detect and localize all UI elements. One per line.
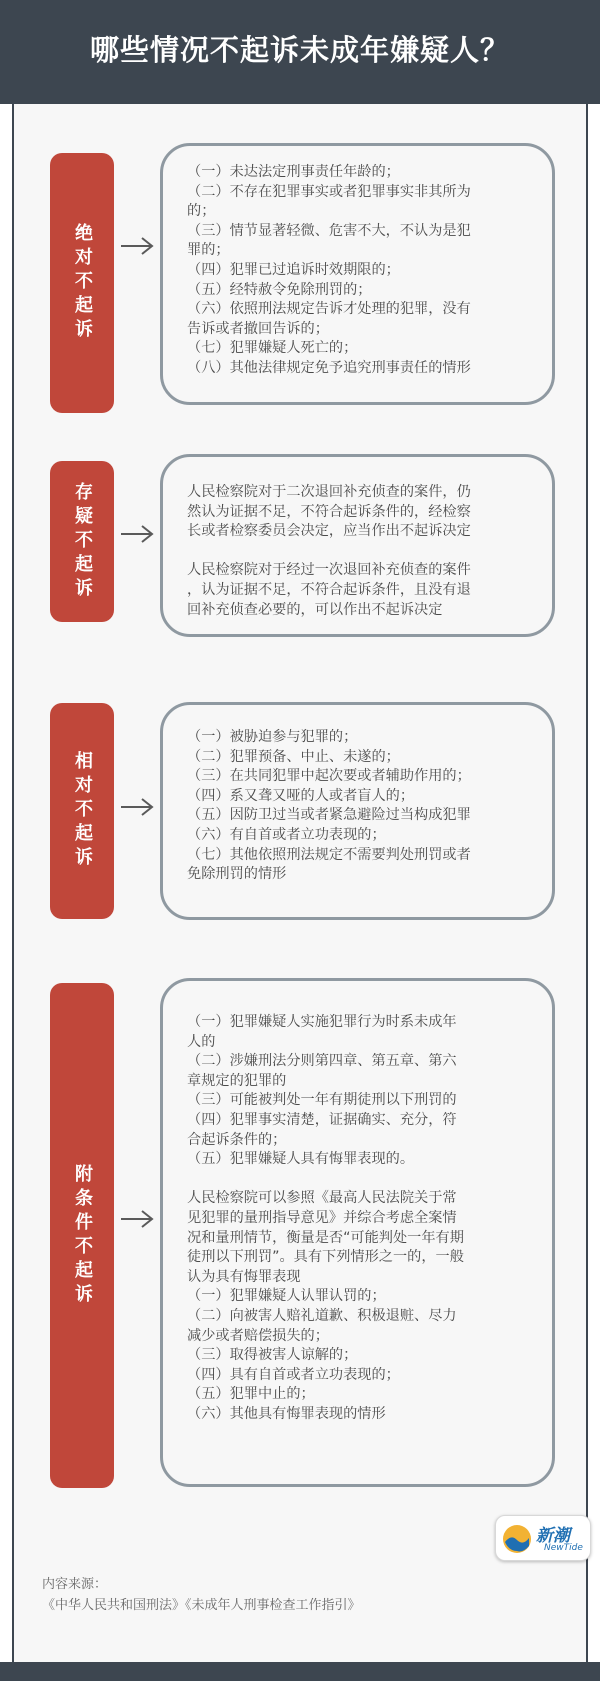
content-line: （五）因防卫过当或者紧急避险过当构成犯罪 (187, 807, 471, 824)
content-line: 然认为证据不足，不符合起诉条件的，经检察 (187, 503, 471, 520)
section-label: 相对不起诉 (72, 751, 93, 871)
content-line: 见犯罪的量刑指导意见》并综合考虑全案情 (187, 1209, 457, 1226)
content-line: 人民检察院可以参照《最高人民法院关于常 (187, 1190, 457, 1207)
content-line: （四）犯罪已过追诉时效期限的； (187, 261, 400, 278)
content-line: （二）涉嫌刑法分则第四章、第五章、第六 (187, 1053, 457, 1070)
label-absolute-non-prosecution (50, 153, 114, 413)
paragraph-gap (187, 1170, 534, 1190)
content-line: 人民检察院对于二次退回补充侦查的案件，仍 (187, 484, 471, 500)
section-label: 附条件不起诉 (72, 1163, 93, 1308)
content-line: 长或者检察委员会决定，应当作出不起诉决定 (187, 523, 471, 540)
content-box-conditional (160, 978, 555, 1487)
section-label: 存疑不起诉 (72, 481, 93, 602)
content-line: （六）依照刑法规定告诉才处理的犯罪，没有 (187, 301, 471, 318)
content-box-relative (160, 702, 555, 920)
content-box-doubtful (160, 454, 555, 637)
arrow-right-icon (120, 797, 154, 817)
content-line: （八）其他法律规定免予追究刑事责任的情形 (187, 359, 471, 376)
label-relative-non-prosecution (50, 703, 114, 919)
content-line: 认为具有悔罪表现 (187, 1268, 301, 1285)
content-line: （一）犯罪嫌疑人认罪认罚的； (187, 1288, 386, 1305)
content-line: （一）被胁迫参与犯罪的； (187, 729, 358, 745)
content-lines (187, 1013, 534, 1424)
content-line: 告诉或者撤回告诉的； (187, 320, 329, 337)
source-text: 《中华人民共和国刑法》《未成年人刑事检查工作指引》 (42, 1598, 361, 1613)
content-line: （三）取得被害人谅解的； (187, 1347, 358, 1364)
content-line: ，认为证据不足，不符合起诉条件，且没有退 (187, 581, 471, 598)
content-line: （五）犯罪中止的； (187, 1386, 315, 1403)
content-line: （七）其他依照刑法规定不需要判处刑罚或者 (187, 846, 471, 863)
content-line: 免除刑罚的情形 (187, 866, 287, 883)
content-lines (187, 728, 534, 885)
content-line: 况和量刑情节，衡量是否“可能判处一年有期 (187, 1229, 464, 1246)
content-line: 人民检察院对于经过一次退回补充侦查的案件 (187, 562, 471, 579)
label-conditional-non-prosecution (50, 983, 114, 1488)
content-line: （二）犯罪预备、中止、未遂的； (187, 748, 400, 765)
content-line: （三）在共同犯罪中起次要或者辅助作用的； (187, 768, 471, 785)
content-line: （四）具有自首或者立功表现的； (187, 1366, 400, 1383)
content-line: （二）不存在犯罪事实或者犯罪事实非其所为 (187, 183, 471, 200)
content-line: （五）犯罪嫌疑人具有悔罪表现的。 (187, 1151, 415, 1168)
content-line: （一）犯罪嫌疑人实施犯罪行为时系未成年 (187, 1014, 457, 1030)
source-heading: 内容来源： (42, 1577, 108, 1592)
source-note (42, 1574, 361, 1616)
section-label: 绝对不起诉 (72, 223, 93, 343)
content-line: 徒刑以下刑罚”。具有下列情形之一的，一般 (187, 1249, 464, 1266)
content-line: 章规定的犯罪的 (187, 1072, 287, 1089)
content-lines (187, 483, 534, 620)
newtide-logo (495, 1515, 591, 1561)
logo-text-cn: 新潮 (536, 1526, 570, 1546)
header-banner (0, 0, 600, 104)
content-line: （一）未达法定刑事责任年龄的； (187, 164, 400, 180)
content-line: 的； (187, 203, 216, 220)
content-line: （三）可能被判处一年有期徒刑以下刑罚的 (187, 1092, 457, 1109)
content-line: 人的 (187, 1033, 216, 1050)
content-line: （六）有自首或者立功表现的； (187, 826, 386, 843)
content-line: 回补充侦查必要的，可以作出不起诉决定 (187, 601, 443, 618)
arrow-right-icon (120, 524, 154, 544)
content-line: （六）其他具有悔罪表现的情形 (187, 1405, 386, 1422)
logo-text-en: NewTide (544, 1543, 583, 1553)
content-line: （四）系又聋又哑的人或者盲人的； (187, 787, 415, 804)
content-line: 合起诉条件的； (187, 1131, 287, 1148)
content-lines (187, 163, 534, 379)
wave-logo-icon (502, 1524, 532, 1554)
page-title: 哪些情况不起诉未成年嫌疑人？ (89, 33, 510, 67)
content-line: （二）向被害人赔礼道歉、积极退赃、尽力 (187, 1307, 457, 1324)
label-doubtful-non-prosecution (50, 461, 114, 622)
content-line: （七）犯罪嫌疑人死亡的； (187, 340, 358, 357)
content-line: （四）犯罪事实清楚，证据确实、充分，符 (187, 1111, 457, 1128)
content-line: 减少或者赔偿损失的； (187, 1327, 329, 1344)
arrow-right-icon (120, 1209, 154, 1229)
content-line: （五）经特赦令免除刑罚的； (187, 281, 372, 298)
content-box-absolute (160, 143, 555, 405)
paragraph-gap (187, 542, 534, 562)
content-line: 罪的； (187, 242, 230, 259)
footer-bar (0, 1662, 600, 1681)
arrow-right-icon (120, 236, 154, 256)
content-line: （三）情节显著轻微、危害不大，不认为是犯 (187, 222, 471, 239)
